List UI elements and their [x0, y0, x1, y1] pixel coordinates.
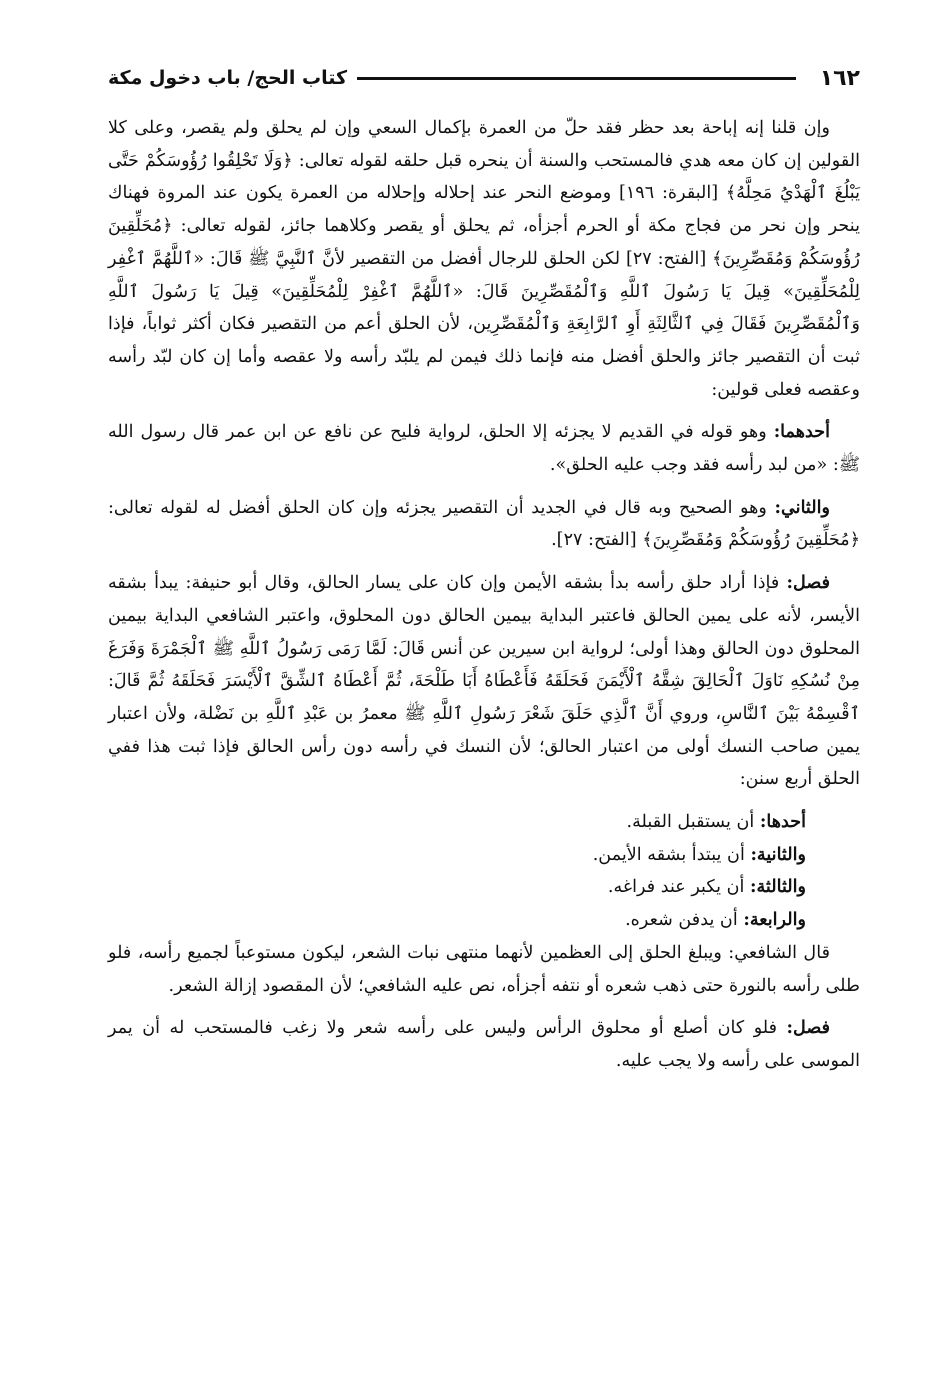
paragraph-section-shaving: [108, 567, 860, 796]
paragraph-lead: أحدهما:: [773, 421, 830, 443]
list-item-lead: أحدها:: [759, 811, 806, 833]
list-item-lead: والثالثة:: [749, 876, 806, 898]
list-item: [108, 839, 860, 872]
list-item-text: أن يبتدأ بشقه الأيمن.: [592, 844, 751, 865]
paragraph-1: وإن قلنا إنه إباحة بعد حظر فقد حلّ من العمرة بإكمال السعي وإن لم يحلق ولم يقصر، وعلى كلا القولين إن كان معه هدي فالمستحب والسنة أن ينحره قبل حلقه لقوله تعالى: ﴿وَلَا تَحْلِقُوا رُؤُوسَكُمْ حَتَّى يَبْلُغَ ٱلْهَدْيُ مَحِلَّهُ﴾ [البقرة: ١٩٦] وموضع النحر عند إحلاله وإحلاله من العمرة يكون عند المروة فهناك ينحر وإن نحر من فجاج مكة أو الحرم أجزأه، ثم يحلق أو يقصر وكلاهما جائز، لقوله تعالى: ﴿مُحَلِّقِينَ رُؤُوسَكُمْ وَمُقَصِّرِينَ﴾ [الفتح: ٢٧] لكن الحلق للرجال أفضل من التقصير لأنَّ ٱلنَّبِيَّ ﷺ قَالَ: «ٱللَّهُمَّ ٱغْفِر لِلْمُحَلِّقِينَ» قِيلَ يَا رَسُولَ ٱللَّهِ وَٱلْمُقَصِّرِينَ قَالَ: «ٱللَّهُمَّ ٱغْفِرْ لِلْمُحَلِّقِينَ» قِيلَ يَا رَسُولَ ٱللَّهِ وَٱلْمُقَصِّرِينَ فَقَالَ فِي ٱلثَّالِثَةِ أَوِ ٱلرَّابِعَةِ وَٱلْمُقَصِّرِين، لأن الحلق أعم من التقصير فكان أكثر ثواباً، فإذا ثبت أن التقصير جائز والحلق أفضل منه فإنما ذلك فيمن لم يلبّد رأسه ولا عقصه وأما إن كان لبّد رأسه وعقصه فعلى قولين:: [108, 118, 860, 400]
paragraph-text: فإذا أراد حلق رأسه بدأ بشقه الأيمن وإن كان على يسار الحالق، وقال أبو حنيفة: يبدأ بشقه الأيسر، لأنه على يمين الحالق فاعتبر البداية بيمين الحالق دون المحلوق، واعتبر الشافعي البداية بيمين المحلوق دون الحالق وهذا أولى؛ لرواية ابن سيرين عن أنس قَالَ: لَمَّا رَمَى رَسُولُ ٱللَّهِ ﷺ ٱلْجَمْرَةَ وَفَرَغَ مِنْ نُسُكِهِ نَاوَلَ ٱلْحَالِقَ شِقَّهُ ٱلْأَيْمَنَ فَحَلَقَهُ فَأَعْطَاهُ أَبَا طَلْحَةَ، ثُمَّ أَعْطَاهُ ٱلشِّقَّ ٱلْأَيْسَرَ فَحَلَقَهُ ثُمَّ قَالَ: ٱقْسِمْهُ بَيْنَ ٱلنَّاسِ، وروي أَنَّ ٱلَّذِي حَلَقَ شَعْرَ رَسُولِ ٱللَّهِ ﷺ معمرُ بن عَبْدِ ٱللَّهِ بن نَضْلة، ولأن اعتبار يمين صاحب النسك أولى من اعتبار الحالق؛ لأن النسك في رأسه دون رأس الحالق فإذا ثبت هذا ففي الحلق أربع سنن:: [108, 573, 860, 790]
paragraph-text: فلو كان أصلع أو محلوق الرأس وليس على رأسه شعر ولا زغب فالمستحب له أن يمر الموسى على رأسه ولا يجب عليه.: [108, 1018, 860, 1071]
paragraph-second-opinion: [108, 492, 860, 557]
paragraph-gap: [108, 796, 860, 806]
list-item-text: أن يكبر عند فراغه.: [607, 877, 750, 898]
list-item-text: أن يدفن شعره.: [625, 910, 744, 931]
paragraph-first-opinion: [108, 416, 860, 481]
list-item: [108, 806, 860, 839]
paragraph-gap: [108, 557, 860, 567]
section-lead: فصل:: [786, 572, 830, 594]
paragraph-section-bald: [108, 1012, 860, 1077]
paragraph-lead: والثاني:: [774, 496, 830, 518]
list-item-lead: والرابعة:: [743, 909, 806, 931]
paragraph-gap: [108, 482, 860, 492]
list-item: [108, 904, 860, 937]
page-header: [108, 58, 860, 98]
paragraph-text: وهو الصحيح وبه قال في الجديد أن التقصير يجزئه وإن كان الحلق أفضل له لقوله تعالى: ﴿مُحَلِّقِينَ رُؤُوسَكُمْ وَمُقَصِّرِينَ﴾ [الفتح: ٢٧].: [108, 497, 860, 551]
paragraph-shafii-extent: قال الشافعي: ويبلغ الحلق إلى العظمين لأنهما منتهى نبات الشعر، ليكون مستوعباً لجميع رأسه، فلو طلى رأسه بالنورة حتى ذهب شعره أو نتفه أجزأه، نص عليه الشافعي؛ لأن المقصود إزالة الشعر.: [108, 942, 860, 996]
paragraph-text: وهو قوله في القديم لا يجزئه إلا الحلق، لرواية فليح عن نافع عن ابن عمر قال رسول الله ﷺ: «من لبد رأسه فقد وجب عليه الحلق».: [108, 422, 860, 476]
list-item: [108, 871, 860, 904]
section-lead: فصل:: [786, 1017, 830, 1039]
paragraph-gap: [108, 1002, 860, 1012]
list-item-lead: والثانية:: [750, 843, 806, 865]
list-item-text: أن يستقبل القبلة.: [626, 812, 760, 833]
page-body: [108, 112, 860, 1078]
running-title: كتاب الحج/ باب دخول مكة: [108, 67, 348, 89]
header-rule: [357, 77, 796, 80]
page-number: ١٦٢: [819, 65, 860, 91]
paragraph-gap: [108, 406, 860, 416]
